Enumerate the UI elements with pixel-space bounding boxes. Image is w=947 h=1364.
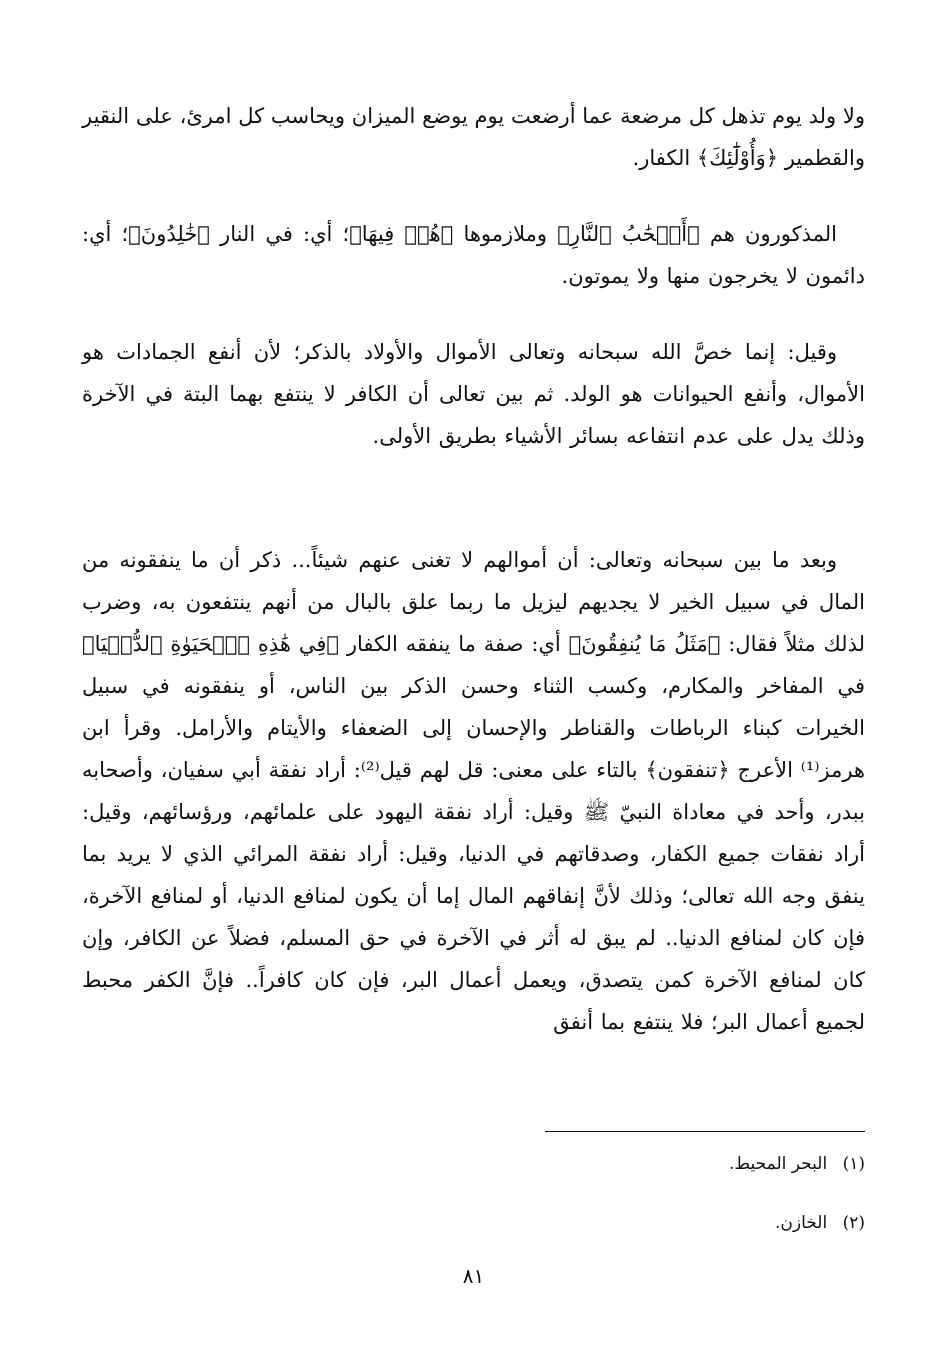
footnote-2-text: الخازن. (775, 1213, 828, 1233)
paragraph-2: المذكورون هم ﴿أَصۡحَٰبُ ٱلنَّارِ﴾ وملازموها ﴿هُمۡ فِيهَا﴾؛ أي: في النار ﴿خَٰلِدُونَ﴾؛ أي: دائمون لا يخرجون منها ولا يموتون. (82, 222, 865, 288)
footnote-1-number: (١) (842, 1154, 865, 1174)
footnote-2-number: (٢) (842, 1213, 865, 1233)
paragraph-3: وقيل: إنما خصَّ الله سبحانه وتعالى الأموال والأولاد بالذكر؛ لأن أنفع الجمادات هو الأموال، وأنفع الحيوانات هو الولد. ثم بين تعالى أن الكافر لا ينتفع بهما البتة في الآخرة وذلك يدل على عدم انتفاعه بسائر الأشياء بطريق الأولى. (82, 340, 865, 448)
footnote-2 (775, 1211, 865, 1235)
footnote-1-text: البحر المحيط. (729, 1154, 828, 1174)
paragraph-1: ولا ولد يوم تذهل كل مرضعة عما أرضعت يوم يوضع الميزان ويحاسب كل امرئ، على النقير والقطمير ﴿وَأُوْلَٰٓئِكَ﴾ الكفار. (82, 104, 865, 170)
footnote-separator (545, 1131, 865, 1132)
paragraph-4: وبعد ما بين سبحانه وتعالى: أن أموالهم لا تغنى عنهم شيئاً... ذكر أن ما ينفقونه من المال في سبيل الخير لا يجديهم ليزيل ما ربما علق بالبال من أنهم ينتفعون به، وضرب لذلك مثلاً فقال: ﴿مَثَلُ مَا يُنفِقُونَ﴾ أي: صفة ما ينفقه الكفار ﴿فِي هَٰذِهِ ٱلۡحَيَوٰةِ ٱلدُّنۡيَا﴾ في المفاخر والمكارم، وكسب الثناء وحسن الذكر بين الناس، أو ينفقونه في سبيل الخيرات كبناء الرباطات والقناطر والإحسان إلى الضعفاء والأيتام والأرامل. وقرأ ابن هرمز⁽¹⁾ الأعرج ﴿تنفقون﴾ بالتاء على معنى: قل لهم قيل⁽²⁾: أراد نفقة أبي سفيان، وأصحابه ببدر، وأحد في معاداة النبيّ ﷺ وقيل: أراد نفقة اليهود على علمائهم، ورؤسائهم، وقيل: أراد نفقات جميع الكفار، وصدقاتهم في الدنيا، وقيل: أراد نفقة المرائي الذي لا يريد بما ينفق وجه الله تعالى؛ وذلك لأنَّ إنفاقهم المال إما أن يكون لمنافع الدنيا، أو لمنافع الآخرة، فإن كان لمنافع الدنيا.. لم يبق له أثر في الآخرة في حق المسلم، فضلاً عن الكافر، وإن كان لمنافع الآخرة كمن يتصدق، ويعمل أعمال البر، فإن كان كافراً.. فإنَّ الكفر محبط لجميع أعمال البر؛ فلا ينتفع بما أنفق (82, 548, 865, 1034)
footnote-1 (729, 1152, 865, 1176)
page-number: ٨١ (462, 1264, 485, 1288)
